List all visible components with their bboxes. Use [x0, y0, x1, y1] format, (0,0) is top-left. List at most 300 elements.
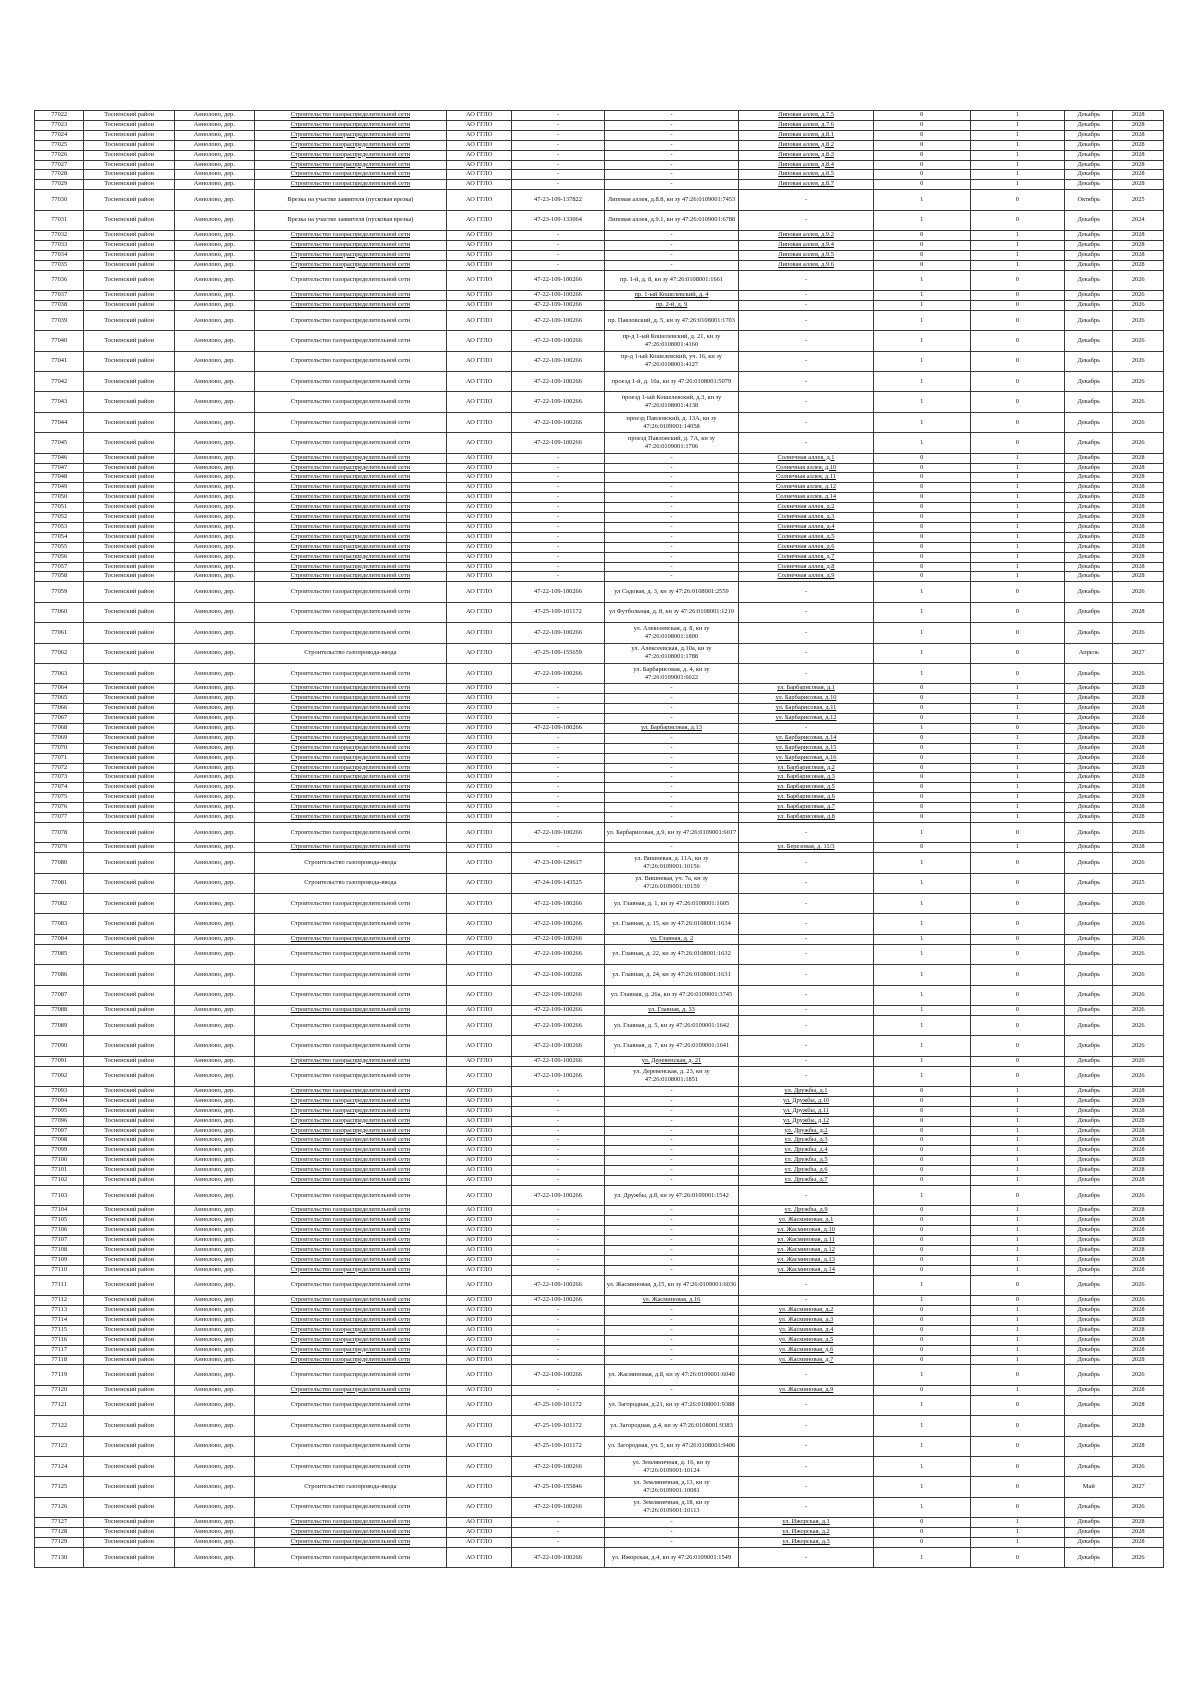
address-contracted-cell: ул. Земляничная, д.18, кн зу 47:26:0109001:10113 — [604, 1497, 739, 1517]
planned-count-cell: 1 — [970, 160, 1065, 170]
year-cell: 2028 — [1113, 562, 1164, 572]
month-cell: Декабрь — [1065, 1246, 1113, 1256]
table-row — [35, 522, 1164, 532]
work-type-cell: Строительство газораспределительной сети — [254, 270, 446, 290]
planned-count-cell: 1 — [970, 231, 1065, 241]
year-cell: 2028 — [1113, 714, 1164, 724]
contract-number-cell: - — [512, 704, 605, 714]
year-cell: 2028 — [1113, 111, 1164, 121]
address-contracted-cell: ул. Главная, д. 33 — [604, 1005, 739, 1015]
settlement-cell: Аннолово, дер. — [174, 753, 254, 763]
year-cell: 2027 — [1113, 1477, 1164, 1497]
address-planned-cell: - — [739, 723, 874, 733]
planned-count-cell: 1 — [970, 714, 1065, 724]
contract-number-cell: - — [512, 503, 605, 513]
operator-cell: АО ГГЛО — [447, 823, 512, 843]
work-type-cell: Строительство газораспределительной сети — [254, 623, 446, 643]
planned-count-cell: 1 — [970, 483, 1065, 493]
settlement-cell: Аннолово, дер. — [174, 1116, 254, 1126]
planned-count-cell: 1 — [970, 552, 1065, 562]
year-cell: 2026 — [1113, 1036, 1164, 1056]
contract-number-cell: - — [512, 684, 605, 694]
contract-number-cell: - — [512, 1355, 605, 1365]
month-cell: Декабрь — [1065, 1365, 1113, 1385]
planned-count-cell: 0 — [970, 412, 1065, 432]
operator-cell: АО ГГЛО — [447, 473, 512, 483]
year-cell: 2028 — [1113, 1528, 1164, 1538]
district-cell: Тосненский район — [84, 1246, 174, 1256]
operator-cell: АО ГГЛО — [447, 392, 512, 412]
operator-cell: АО ГГЛО — [447, 1106, 512, 1116]
contracted-count-cell: 0 — [873, 813, 970, 823]
work-type-cell: Строительство газораспределительной сети — [254, 120, 446, 130]
operator-cell: АО ГГЛО — [447, 180, 512, 190]
address-contracted-cell: - — [604, 180, 739, 190]
year-cell: 2028 — [1113, 1315, 1164, 1325]
row-id-cell: 77090 — [35, 1036, 84, 1056]
row-id-cell: 77103 — [35, 1186, 84, 1206]
table-row — [35, 1345, 1164, 1355]
operator-cell: АО ГГЛО — [447, 1537, 512, 1547]
table-row — [35, 1518, 1164, 1528]
contract-number-cell: 47-22-109-100266 — [512, 1296, 605, 1306]
operator-cell: АО ГГЛО — [447, 483, 512, 493]
district-cell: Тосненский район — [84, 743, 174, 753]
contract-number-cell: 47-22-109-100266 — [512, 1456, 605, 1476]
district-cell: Тосненский район — [84, 965, 174, 985]
address-planned-cell: - — [739, 1005, 874, 1015]
planned-count-cell: 1 — [970, 1206, 1065, 1216]
contract-number-cell: - — [512, 532, 605, 542]
contracted-count-cell: 0 — [873, 1315, 970, 1325]
work-type-cell: Строительство газораспределительной сети — [254, 552, 446, 562]
work-type-cell: Строительство газопровода-ввода — [254, 1477, 446, 1497]
month-cell: Декабрь — [1065, 210, 1113, 230]
settlement-cell: Аннолово, дер. — [174, 843, 254, 853]
table-row — [35, 843, 1164, 853]
contract-number-cell: - — [512, 260, 605, 270]
table-row — [35, 1456, 1164, 1476]
settlement-cell: Аннолово, дер. — [174, 582, 254, 602]
table-row — [35, 714, 1164, 724]
contracted-count-cell: 0 — [873, 522, 970, 532]
table-row — [35, 733, 1164, 743]
operator-cell: АО ГГЛО — [447, 1325, 512, 1335]
settlement-cell: Аннолово, дер. — [174, 513, 254, 523]
table-row — [35, 210, 1164, 230]
table-row — [35, 684, 1164, 694]
operator-cell: АО ГГЛО — [447, 1005, 512, 1015]
row-id-cell: 77046 — [35, 453, 84, 463]
contracted-count-cell: 0 — [873, 773, 970, 783]
settlement-cell: Аннолово, дер. — [174, 1416, 254, 1436]
table-row — [35, 513, 1164, 523]
contract-number-cell: - — [512, 1335, 605, 1345]
address-contracted-cell: ул. Загородная, д.21, кн зу 47:26:0108001:9388 — [604, 1395, 739, 1415]
operator-cell: АО ГГЛО — [447, 793, 512, 803]
table-row — [35, 894, 1164, 914]
year-cell: 2026 — [1113, 944, 1164, 964]
planned-count-cell: 1 — [970, 260, 1065, 270]
table-row — [35, 1436, 1164, 1456]
address-planned-cell: - — [739, 331, 874, 351]
month-cell: Декабрь — [1065, 793, 1113, 803]
planned-count-cell: 0 — [970, 914, 1065, 934]
contracted-count-cell: 1 — [873, 331, 970, 351]
contract-number-cell: 47-22-109-100266 — [512, 351, 605, 371]
table-row — [35, 250, 1164, 260]
contract-number-cell: - — [512, 1096, 605, 1106]
month-cell: Декабрь — [1065, 1186, 1113, 1206]
operator-cell: АО ГГЛО — [447, 291, 512, 301]
table-row — [35, 111, 1164, 121]
address-contracted-cell: - — [604, 1156, 739, 1166]
year-cell: 2026 — [1113, 823, 1164, 843]
row-id-cell: 77078 — [35, 823, 84, 843]
contracted-count-cell: 1 — [873, 1005, 970, 1015]
row-id-cell: 77068 — [35, 723, 84, 733]
contract-number-cell: - — [512, 1236, 605, 1246]
contracted-count-cell: 0 — [873, 1518, 970, 1528]
month-cell: Декабрь — [1065, 1066, 1113, 1086]
contract-number-cell: 47-22-109-100266 — [512, 623, 605, 643]
table-row — [35, 1395, 1164, 1415]
address-planned-cell: Липовая аллея, д.9.4 — [739, 240, 874, 250]
table-row — [35, 1355, 1164, 1365]
work-type-cell: Строительство газораспределительной сети — [254, 1066, 446, 1086]
address-planned-cell: ул. Барбарисовая, д.2 — [739, 763, 874, 773]
district-cell: Тосненский район — [84, 733, 174, 743]
contracted-count-cell: 1 — [873, 291, 970, 301]
gas-connection-plan-table — [34, 110, 1164, 1568]
table-row — [35, 562, 1164, 572]
contract-number-cell: - — [512, 1315, 605, 1325]
contract-number-cell: 47-22-109-100266 — [512, 934, 605, 944]
settlement-cell: Аннолово, дер. — [174, 250, 254, 260]
district-cell: Тосненский район — [84, 1365, 174, 1385]
year-cell: 2026 — [1113, 372, 1164, 392]
settlement-cell: Аннолово, дер. — [174, 793, 254, 803]
address-contracted-cell: - — [604, 1216, 739, 1226]
address-contracted-cell: проезд 1-й, д. 10а, кн зу 47:26:0108001:5079 — [604, 372, 739, 392]
address-planned-cell: - — [739, 623, 874, 643]
row-id-cell: 77057 — [35, 562, 84, 572]
address-contracted-cell: - — [604, 1106, 739, 1116]
contract-number-cell: 47-22-109-100266 — [512, 433, 605, 453]
work-type-cell: Строительство газораспределительной сети — [254, 1146, 446, 1156]
district-cell: Тосненский район — [84, 1385, 174, 1395]
address-planned-cell: - — [739, 1365, 874, 1385]
settlement-cell: Аннолово, дер. — [174, 1246, 254, 1256]
operator-cell: АО ГГЛО — [447, 433, 512, 453]
address-planned-cell: - — [739, 412, 874, 432]
table-row — [35, 1015, 1164, 1035]
district-cell: Тосненский район — [84, 463, 174, 473]
month-cell: Декабрь — [1065, 1206, 1113, 1216]
contract-number-cell: 47-22-109-100266 — [512, 944, 605, 964]
address-contracted-cell: - — [604, 130, 739, 140]
address-contracted-cell: ул. Главная, д. 2 — [604, 934, 739, 944]
year-cell: 2028 — [1113, 160, 1164, 170]
contracted-count-cell: 0 — [873, 572, 970, 582]
address-contracted-cell: пр-д 1-ый Кошелевский, д. 21, кн зу 47:26:0108001:4160 — [604, 331, 739, 351]
contract-number-cell: 47-23-109-137822 — [512, 190, 605, 210]
planned-count-cell: 1 — [970, 562, 1065, 572]
contract-number-cell: - — [512, 160, 605, 170]
district-cell: Тосненский район — [84, 1275, 174, 1295]
address-contracted-cell: - — [604, 503, 739, 513]
planned-count-cell: 0 — [970, 291, 1065, 301]
row-id-cell: 77128 — [35, 1528, 84, 1538]
address-planned-cell: Липовая аллея, д.9.2 — [739, 231, 874, 241]
contracted-count-cell: 1 — [873, 392, 970, 412]
work-type-cell: Строительство газораспределительной сети — [254, 723, 446, 733]
district-cell: Тосненский район — [84, 1056, 174, 1066]
address-planned-cell: - — [739, 944, 874, 964]
work-type-cell: Строительство газопровода-ввода — [254, 873, 446, 893]
district-cell: Тосненский район — [84, 291, 174, 301]
table-row — [35, 1056, 1164, 1066]
contract-number-cell: - — [512, 1255, 605, 1265]
district-cell: Тосненский район — [84, 1126, 174, 1136]
address-planned-cell: - — [739, 1547, 874, 1567]
row-id-cell: 77056 — [35, 552, 84, 562]
address-planned-cell: Липовая аллея, д.7.5 — [739, 111, 874, 121]
work-type-cell: Строительство газораспределительной сети — [254, 1265, 446, 1275]
district-cell: Тосненский район — [84, 823, 174, 843]
address-planned-cell: ул. Дружбы, д.9 — [739, 1206, 874, 1216]
settlement-cell: Аннолово, дер. — [174, 1126, 254, 1136]
row-id-cell: 77055 — [35, 542, 84, 552]
operator-cell: АО ГГЛО — [447, 532, 512, 542]
contracted-count-cell: 1 — [873, 1547, 970, 1567]
table-row — [35, 643, 1164, 663]
planned-count-cell: 1 — [970, 1166, 1065, 1176]
operator-cell: АО ГГЛО — [447, 985, 512, 1005]
work-type-cell: Строительство газораспределительной сети — [254, 1528, 446, 1538]
row-id-cell: 77042 — [35, 372, 84, 392]
year-cell: 2026 — [1113, 1296, 1164, 1306]
contracted-count-cell: 0 — [873, 483, 970, 493]
work-type-cell: Строительство газораспределительной сети — [254, 965, 446, 985]
row-id-cell: 77075 — [35, 793, 84, 803]
address-planned-cell: - — [739, 1436, 874, 1456]
table-row — [35, 783, 1164, 793]
address-contracted-cell: - — [604, 1518, 739, 1528]
contract-number-cell: - — [512, 694, 605, 704]
contract-number-cell: - — [512, 1226, 605, 1236]
year-cell: 2028 — [1113, 572, 1164, 582]
planned-count-cell: 1 — [970, 783, 1065, 793]
table-row — [35, 1176, 1164, 1186]
row-id-cell: 77115 — [35, 1325, 84, 1335]
address-planned-cell: ул. Дружбы, д.7 — [739, 1176, 874, 1186]
address-contracted-cell: - — [604, 473, 739, 483]
year-cell: 2026 — [1113, 582, 1164, 602]
month-cell: Декабрь — [1065, 291, 1113, 301]
contract-number-cell: 47-22-109-100266 — [512, 1547, 605, 1567]
address-planned-cell: Липовая аллея, д.8.7 — [739, 180, 874, 190]
address-contracted-cell: - — [604, 120, 739, 130]
planned-count-cell: 0 — [970, 1036, 1065, 1056]
work-type-cell: Строительство газораспределительной сети — [254, 944, 446, 964]
planned-count-cell: 1 — [970, 1265, 1065, 1275]
address-contracted-cell: - — [604, 1246, 739, 1256]
settlement-cell: Аннолово, дер. — [174, 433, 254, 453]
planned-count-cell: 0 — [970, 372, 1065, 392]
work-type-cell: Строительство газораспределительной сети — [254, 1315, 446, 1325]
district-cell: Тосненский район — [84, 1146, 174, 1156]
district-cell: Тосненский район — [84, 1116, 174, 1126]
row-id-cell: 77117 — [35, 1345, 84, 1355]
planned-count-cell: 1 — [970, 1126, 1065, 1136]
planned-count-cell: 1 — [970, 180, 1065, 190]
contracted-count-cell: 0 — [873, 1216, 970, 1226]
year-cell: 2028 — [1113, 1246, 1164, 1256]
row-id-cell: 77072 — [35, 763, 84, 773]
district-cell: Тосненский район — [84, 783, 174, 793]
month-cell: Декабрь — [1065, 1126, 1113, 1136]
row-id-cell: 77074 — [35, 783, 84, 793]
address-planned-cell: ул. Дружбы, д.4 — [739, 1146, 874, 1156]
contracted-count-cell: 0 — [873, 160, 970, 170]
year-cell: 2028 — [1113, 1236, 1164, 1246]
district-cell: Тосненский район — [84, 522, 174, 532]
planned-count-cell: 0 — [970, 351, 1065, 371]
table-row — [35, 1385, 1164, 1395]
settlement-cell: Аннолово, дер. — [174, 1365, 254, 1385]
contract-number-cell: 47-22-109-100266 — [512, 310, 605, 330]
district-cell: Тосненский район — [84, 150, 174, 160]
work-type-cell: Строительство газораспределительной сети — [254, 1345, 446, 1355]
work-type-cell: Строительство газораспределительной сети — [254, 1395, 446, 1415]
row-id-cell: 77067 — [35, 714, 84, 724]
work-type-cell: Строительство газораспределительной сети — [254, 1216, 446, 1226]
year-cell: 2024 — [1113, 210, 1164, 230]
table-row — [35, 793, 1164, 803]
row-id-cell: 77076 — [35, 803, 84, 813]
work-type-cell: Строительство газораспределительной сети — [254, 231, 446, 241]
row-id-cell: 77073 — [35, 773, 84, 783]
address-planned-cell: Липовая аллея, д.8.1 — [739, 130, 874, 140]
work-type-cell: Врезка на участке заявителя (пусковая врезка) — [254, 190, 446, 210]
row-id-cell: 77095 — [35, 1106, 84, 1116]
planned-count-cell: 1 — [970, 773, 1065, 783]
settlement-cell: Аннолово, дер. — [174, 1547, 254, 1567]
settlement-cell: Аннолово, дер. — [174, 240, 254, 250]
operator-cell: АО ГГЛО — [447, 643, 512, 663]
row-id-cell: 77029 — [35, 180, 84, 190]
address-planned-cell: - — [739, 1056, 874, 1066]
address-planned-cell: ул. Дружбы, д.2 — [739, 1126, 874, 1136]
planned-count-cell: 0 — [970, 1477, 1065, 1497]
planned-count-cell: 0 — [970, 873, 1065, 893]
district-cell: Тосненский район — [84, 753, 174, 763]
row-id-cell: 77040 — [35, 331, 84, 351]
settlement-cell: Аннолово, дер. — [174, 934, 254, 944]
address-contracted-cell: ул. Земляничная, д. 16, кн зу 47:26:0109001:10124 — [604, 1456, 739, 1476]
work-type-cell: Строительство газораспределительной сети — [254, 934, 446, 944]
planned-count-cell: 1 — [970, 522, 1065, 532]
work-type-cell: Строительство газораспределительной сети — [254, 483, 446, 493]
contracted-count-cell: 0 — [873, 120, 970, 130]
district-cell: Тосненский район — [84, 1306, 174, 1316]
work-type-cell: Строительство газораспределительной сети — [254, 1126, 446, 1136]
address-planned-cell: ул. Жасминовая, д.13 — [739, 1255, 874, 1265]
operator-cell: АО ГГЛО — [447, 572, 512, 582]
operator-cell: АО ГГЛО — [447, 522, 512, 532]
table-row — [35, 120, 1164, 130]
address-planned-cell: ул. Дружбы, д.11 — [739, 1106, 874, 1116]
operator-cell: АО ГГЛО — [447, 714, 512, 724]
work-type-cell: Строительство газораспределительной сети — [254, 894, 446, 914]
settlement-cell: Аннолово, дер. — [174, 1456, 254, 1476]
settlement-cell: Аннолово, дер. — [174, 453, 254, 463]
row-id-cell: 77023 — [35, 120, 84, 130]
year-cell: 2028 — [1113, 483, 1164, 493]
contract-number-cell: 47-22-109-100266 — [512, 392, 605, 412]
year-cell: 2028 — [1113, 1136, 1164, 1146]
settlement-cell: Аннолово, дер. — [174, 1015, 254, 1035]
work-type-cell: Строительство газораспределительной сети — [254, 250, 446, 260]
month-cell: Декабрь — [1065, 894, 1113, 914]
settlement-cell: Аннолово, дер. — [174, 1086, 254, 1096]
month-cell: Декабрь — [1065, 1325, 1113, 1335]
month-cell: Декабрь — [1065, 1036, 1113, 1056]
district-cell: Тосненский район — [84, 582, 174, 602]
settlement-cell: Аннолово, дер. — [174, 1036, 254, 1056]
table-row — [35, 1275, 1164, 1295]
address-contracted-cell: - — [604, 1126, 739, 1136]
planned-count-cell: 1 — [970, 250, 1065, 260]
planned-count-cell: 1 — [970, 1255, 1065, 1265]
contracted-count-cell: 1 — [873, 1416, 970, 1436]
operator-cell: АО ГГЛО — [447, 562, 512, 572]
row-id-cell: 77035 — [35, 260, 84, 270]
settlement-cell: Аннолово, дер. — [174, 1385, 254, 1395]
contracted-count-cell: 0 — [873, 1136, 970, 1146]
month-cell: Октябрь — [1065, 190, 1113, 210]
district-cell: Тосненский район — [84, 190, 174, 210]
contracted-count-cell: 1 — [873, 1015, 970, 1035]
contract-number-cell: - — [512, 572, 605, 582]
address-planned-cell: Солнечная аллея, д.12 — [739, 483, 874, 493]
operator-cell: АО ГГЛО — [447, 111, 512, 121]
contracted-count-cell: 0 — [873, 493, 970, 503]
month-cell: Май — [1065, 1477, 1113, 1497]
contracted-count-cell: 1 — [873, 914, 970, 934]
contracted-count-cell: 0 — [873, 1236, 970, 1246]
work-type-cell: Строительство газораспределительной сети — [254, 803, 446, 813]
contract-number-cell: - — [512, 843, 605, 853]
district-cell: Тосненский район — [84, 1518, 174, 1528]
district-cell: Тосненский район — [84, 602, 174, 622]
contracted-count-cell: 0 — [873, 704, 970, 714]
contracted-count-cell: 0 — [873, 503, 970, 513]
table-row — [35, 602, 1164, 622]
settlement-cell: Аннолово, дер. — [174, 1056, 254, 1066]
address-planned-cell: - — [739, 1186, 874, 1206]
address-planned-cell: Солнечная аллея, д.5 — [739, 532, 874, 542]
settlement-cell: Аннолово, дер. — [174, 813, 254, 823]
table-row — [35, 130, 1164, 140]
month-cell: Декабрь — [1065, 1096, 1113, 1106]
operator-cell: АО ГГЛО — [447, 300, 512, 310]
planned-count-cell: 0 — [970, 1186, 1065, 1206]
contract-number-cell: - — [512, 180, 605, 190]
address-contracted-cell: - — [604, 684, 739, 694]
settlement-cell: Аннолово, дер. — [174, 723, 254, 733]
